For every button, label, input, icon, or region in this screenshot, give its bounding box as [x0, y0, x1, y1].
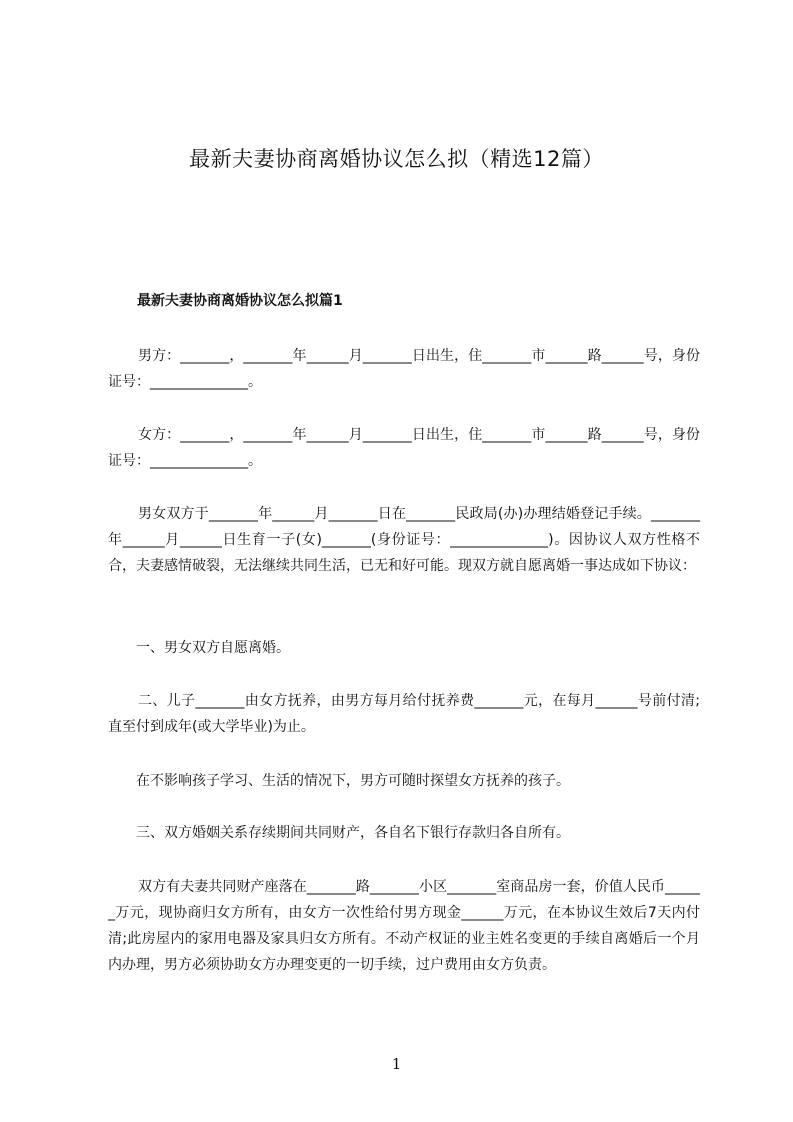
section-heading: 最新夫妻协商离婚协议怎么拟篇1 [137, 293, 343, 309]
paragraph-clause-2: 二、儿子_______由女方抚养，由男方每月给付抚养费_______元，在每月______号前付清;直至付到成年(或大学毕业)为止。 [108, 693, 700, 735]
paragraph-clause-1: 一、男女双方自愿离婚。 [136, 640, 290, 656]
paragraph-male-party: 男方：_______，_______年______月_______日出生，住_______市______路______号，身份证号：______________。 [108, 348, 700, 390]
paragraph-property: 双方有夫妻共同财产座落在_______路_______小区_______室商品房一套，价值人民币______万元，现协商归女方所有，由女方一次性给付男方现金______万元，在本协议生效后7天内付清;此房屋内的家用电器及家具归女方所有。不动产权证的业主姓名变更的手续自离婚后一个月内办理，男方必须协助女方办理变更的一切手续，过户费用由女方负责。 [108, 879, 700, 973]
page-number: 1 [391, 1055, 402, 1073]
document-title: 最新夫妻协商离婚协议怎么拟（精选12篇） [189, 147, 604, 171]
paragraph-marriage-registration: 男女双方于_______年______月_______日在_______民政局(办)办理结婚登记手续。_______年______月______日生育一子(女)_______(身份证号：______________)。因协议人双方性格不合，夫妻感情破裂，无法继续共同生活，已无和好可能。现双方就自愿离婚一事达成如下协议： [108, 506, 700, 574]
paragraph-female-party: 女方：_______，_______年______月_______日出生，住_______市______路______号，身份证号：______________。 [108, 427, 700, 469]
paragraph-clause-3: 三、双方婚姻关系存续期间共同财产，各自名下银行存款归各自所有。 [136, 825, 570, 841]
paragraph-visitation: 在不影响孩子学习、生活的情况下，男方可随时探望女方抚养的孩子。 [136, 773, 570, 789]
